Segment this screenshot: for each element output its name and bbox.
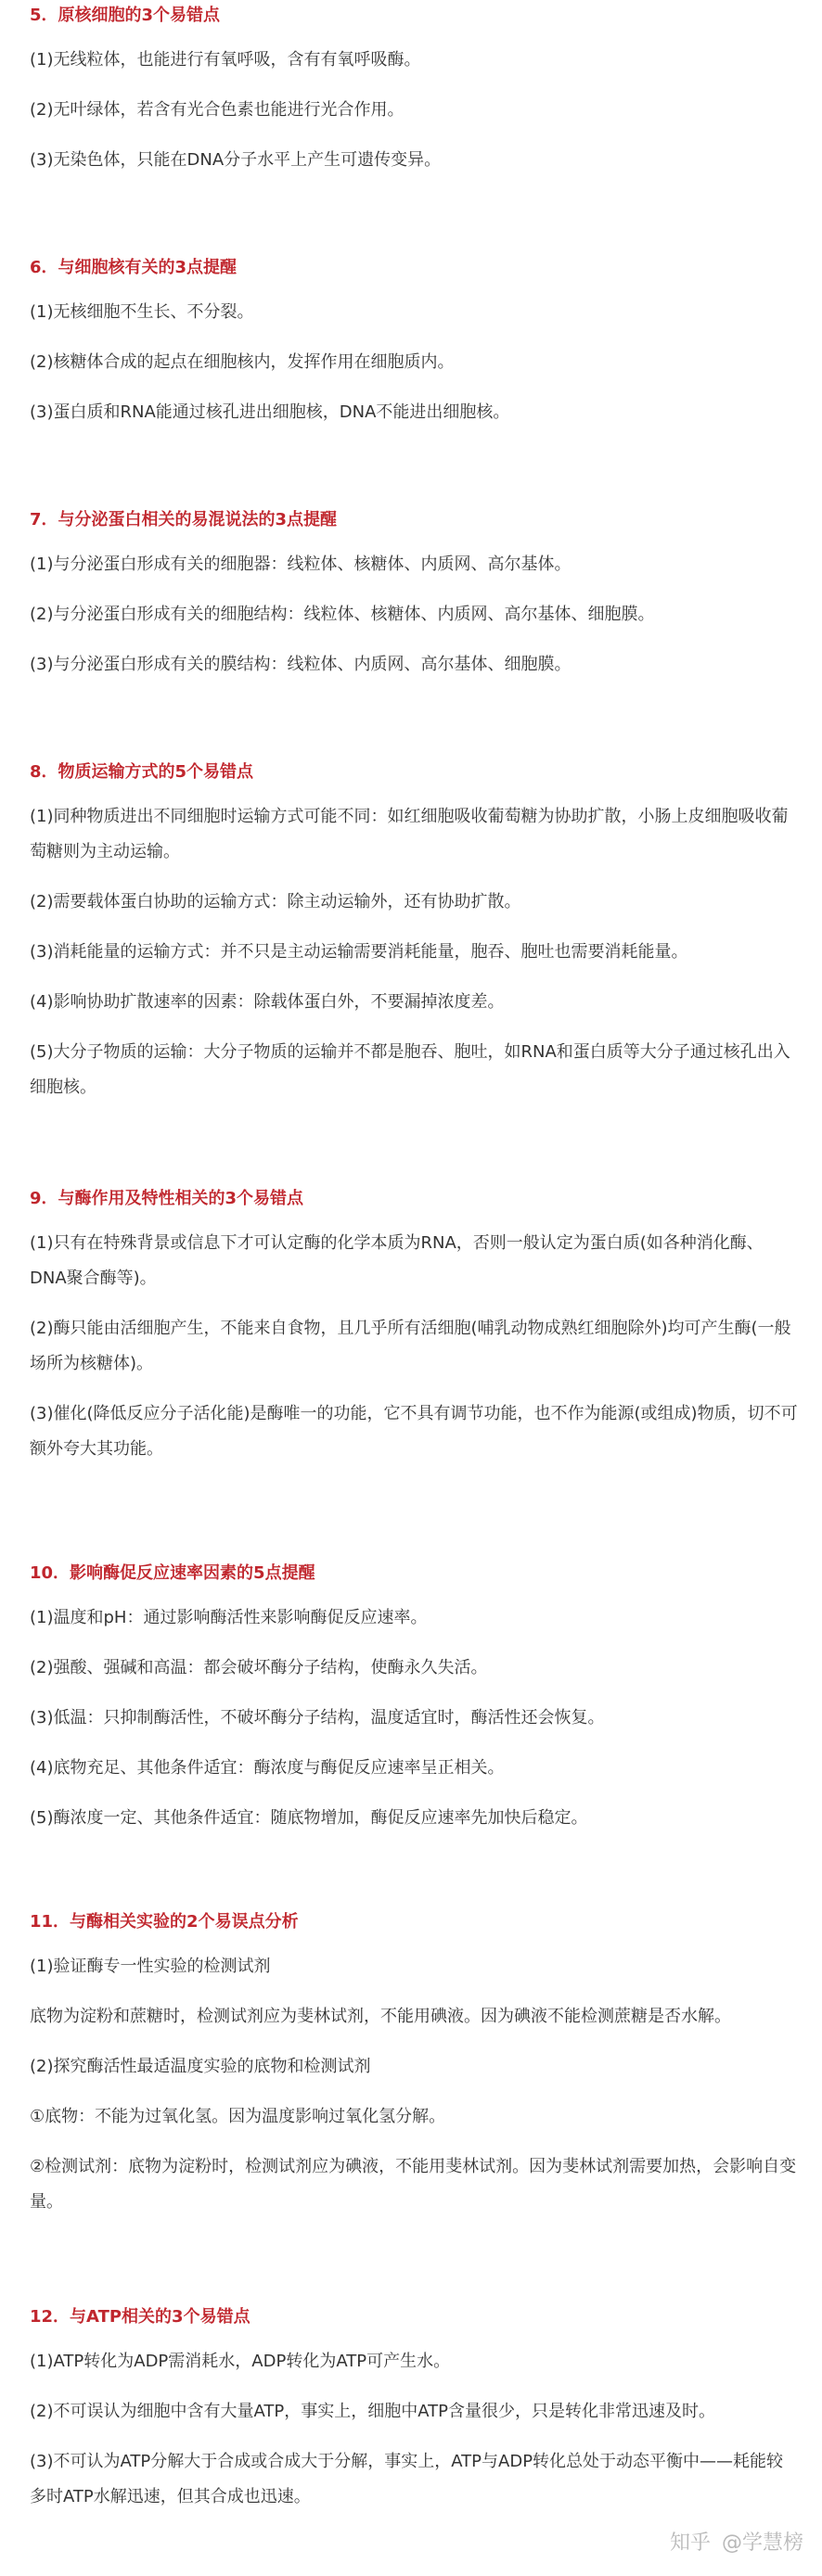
paragraph: (1)温度和pH：通过影响酶活性来影响酶促反应速率。 xyxy=(30,1608,428,1627)
paragraph: (1)验证酶专一性实验的检测试剂 xyxy=(30,1957,271,1976)
section-title: 10．影响酶促反应速率因素的5点提醒 xyxy=(30,1563,315,1583)
section-9 xyxy=(30,1187,800,1467)
section-11 xyxy=(30,1910,800,2220)
paragraph: (2)无叶绿体，若含有光合色素也能进行光合作用。 xyxy=(30,100,405,120)
section-title: 7．与分泌蛋白相关的易混说法的3点提醒 xyxy=(30,510,338,529)
paragraph: (3)催化(降低反应分子活化能)是酶唯一的功能，它不具有调节功能，也不作为能源(或组成)物质，切不可额外夸大其功能。 xyxy=(30,1404,798,1459)
section-7 xyxy=(30,508,800,682)
section-title: 11．与酶相关实验的2个易误点分析 xyxy=(30,1912,299,1932)
section-5 xyxy=(30,4,800,178)
paragraph: 底物为淀粉和蔗糖时，检测试剂应为斐林试剂，不能用碘液。因为碘液不能检测蔗糖是否水解。 xyxy=(30,2007,731,2026)
section-title: 9．与酶作用及特性相关的3个易错点 xyxy=(30,1189,304,1208)
paragraph: (5)大分子物质的运输：大分子物质的运输并不都是胞吞、胞吐，如RNA和蛋白质等大分子通过核孔出入细胞核。 xyxy=(30,1042,790,1097)
paragraph: (2)不可误认为细胞中含有大量ATP，事实上，细胞中ATP含量很少，只是转化非常迅速及时。 xyxy=(30,2402,716,2421)
paragraph: (3)无染色体，只能在DNA分子水平上产生可遗传变异。 xyxy=(30,150,442,170)
section-title: 5．原核细胞的3个易错点 xyxy=(30,6,221,25)
paragraph: (4)影响协助扩散速率的因素：除载体蛋白外，不要漏掉浓度差。 xyxy=(30,992,505,1012)
zhihu-watermark xyxy=(670,2527,803,2556)
paragraph: (2)核糖体合成的起点在细胞核内，发挥作用在细胞质内。 xyxy=(30,352,455,372)
paragraph: (5)酶浓度一定、其他条件适宜：随底物增加，酶促反应速率先加快后稳定。 xyxy=(30,1808,588,1828)
paragraph: (4)底物充足、其他条件适宜：酶浓度与酶促反应速率呈正相关。 xyxy=(30,1758,505,1778)
paragraph: (1)ATP转化为ADP需消耗水，ADP转化为ATP可产生水。 xyxy=(30,2352,451,2371)
paragraph: ①底物：不能为过氧化氢。因为温度影响过氧化氢分解。 xyxy=(30,2107,446,2126)
paragraph: (1)与分泌蛋白形成有关的细胞器：线粒体、核糖体、内质网、高尔基体。 xyxy=(30,555,572,574)
paragraph: (1)同种物质进出不同细胞时运输方式可能不同：如红细胞吸收葡萄糖为协助扩散，小肠上皮细胞吸收葡萄糖则为主动运输。 xyxy=(30,807,789,861)
paragraph: (3)蛋白质和RNA能通过核孔进出细胞核，DNA不能进出细胞核。 xyxy=(30,402,510,422)
section-title: 8．物质运输方式的5个易错点 xyxy=(30,762,254,782)
paragraph: (1)只有在特殊背景或信息下才可认定酶的化学本质为RNA，否则一般认定为蛋白质(如各种消化酶、DNA聚合酶等)。 xyxy=(30,1233,764,1288)
paragraph: (3)与分泌蛋白形成有关的膜结构：线粒体、内质网、高尔基体、细胞膜。 xyxy=(30,655,572,674)
paragraph: (2)需要载体蛋白协助的运输方式：除主动运输外，还有协助扩散。 xyxy=(30,892,521,912)
paragraph: (2)酶只能由活细胞产生，不能来自食物，且几乎所有活细胞(哺乳动物成熟红细胞除外)均可产生酶(一般场所为核糖体)。 xyxy=(30,1319,791,1373)
paragraph: (3)不可认为ATP分解大于合成或合成大于分解，事实上，ATP与ADP转化总处于动态平衡中——耗能较多时ATP水解迅速，但其合成也迅速。 xyxy=(30,2452,784,2506)
section-title: 6．与细胞核有关的3点提醒 xyxy=(30,258,238,277)
section-6 xyxy=(30,256,800,430)
section-10 xyxy=(30,1562,800,1836)
section-title: 12．与ATP相关的3个易错点 xyxy=(30,2307,250,2327)
watermark-author: @学慧榜 xyxy=(721,2531,803,2555)
section-12 xyxy=(30,2305,800,2515)
watermark-site: 知乎 xyxy=(669,2531,711,2555)
paragraph: ②检测试剂：底物为淀粉时，检测试剂应为碘液，不能用斐林试剂。因为斐林试剂需要加热，会影响自变量。 xyxy=(30,2157,797,2212)
paragraph: (2)强酸、强碱和高温：都会破坏酶分子结构，使酶永久失活。 xyxy=(30,1658,488,1677)
paragraph: (1)无核细胞不生长、不分裂。 xyxy=(30,302,254,322)
paragraph: (2)与分泌蛋白形成有关的细胞结构：线粒体、核糖体、内质网、高尔基体、细胞膜。 xyxy=(30,605,655,624)
section-8 xyxy=(30,760,800,1105)
paragraph: (3)低温：只抑制酶活性，不破坏酶分子结构，温度适宜时，酶活性还会恢复。 xyxy=(30,1708,605,1728)
paragraph: (2)探究酶活性最适温度实验的底物和检测试剂 xyxy=(30,2057,371,2076)
paragraph: (3)消耗能量的运输方式：并不只是主动运输需要消耗能量，胞吞、胞吐也需要消耗能量。 xyxy=(30,942,688,962)
paragraph: (1)无线粒体，也能进行有氧呼吸，含有有氧呼吸酶。 xyxy=(30,50,421,70)
